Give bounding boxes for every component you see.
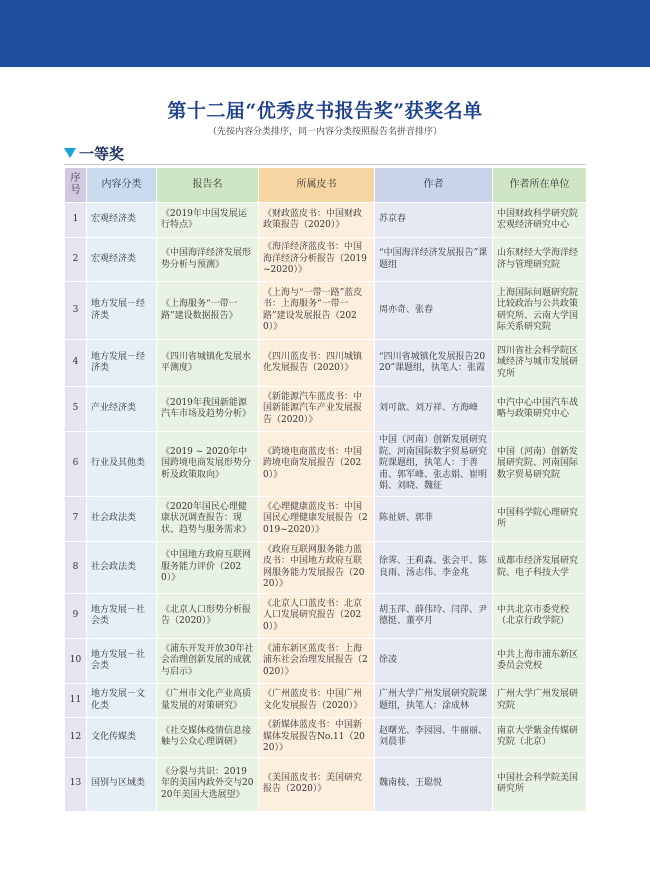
table-row	[65, 639, 587, 684]
row-author: “四川省城镇化发展报告2020”课题组，执笔人：张霞	[375, 340, 493, 387]
row-category: 宏观经济类	[87, 203, 157, 238]
row-report: 《中国地方政府互联网服务能力评价（2020）》	[157, 542, 259, 594]
header-unit: 作者所在单位	[493, 168, 587, 203]
row-author: 徐霁、王莉森、张会平、陈良雨、汤志伟、李金兆	[375, 542, 493, 594]
row-num: 6	[65, 432, 87, 497]
row-author: “中国海洋经济发展报告”课题组	[375, 238, 493, 282]
row-num: 13	[65, 757, 87, 811]
row-report: 《社交媒体疫情信息接触与公众心理调研》	[157, 718, 259, 758]
table-row	[65, 594, 587, 639]
triangle-marker-icon	[64, 148, 76, 158]
row-unit: 中国（河南）创新发展研究院、河南国际数字贸易研究院	[493, 432, 587, 497]
row-book: 《浦东新区蓝皮书：上海浦东社会治理发展报告（2020）》	[259, 639, 375, 684]
row-book: 《北京人口蓝皮书：北京人口发展研究报告（2020）》	[259, 594, 375, 639]
row-author: 赵曙光、李园园、牛丽丽、刘晨菲	[375, 718, 493, 758]
row-author: 徐凌	[375, 639, 493, 684]
row-category: 地方发展－社会类	[87, 639, 157, 684]
row-book: 《跨境电商蓝皮书：中国跨境电商发展报告（2020）》	[259, 432, 375, 497]
row-unit: 成都市经济发展研究院、电子科技大学	[493, 542, 587, 594]
table-row	[65, 238, 587, 282]
row-category: 地方发展－经济类	[87, 282, 157, 340]
row-report: 《中国海洋经济发展形势分析与预测》	[157, 238, 259, 282]
table-row	[65, 718, 587, 758]
row-book: 《广州蓝皮书：中国广州文化发展报告（2020）》	[259, 684, 375, 718]
row-num: 7	[65, 497, 87, 542]
table-body	[65, 203, 587, 812]
row-report: 《2019 ~ 2020年中国跨境电商发展形势分析及政策取向》	[157, 432, 259, 497]
table-row	[65, 684, 587, 718]
row-unit: 中共上海市浦东新区委员会党校	[493, 639, 587, 684]
row-author: 中国（河南）创新发展研究院、河南国际数字贸易研究院课题组，执笔人：于善甫、郭军峰、张志娟、崔明娟、刘晓、魏征	[375, 432, 493, 497]
row-author: 陈祉妍、郭菲	[375, 497, 493, 542]
row-num: 12	[65, 718, 87, 758]
row-report: 《2019年我国新能源汽车市场及趋势分析》	[157, 387, 259, 432]
row-book: 《四川蓝皮书：四川城镇化发展报告（2020）》	[259, 340, 375, 387]
row-num: 9	[65, 594, 87, 639]
row-category: 地方发展－文化类	[87, 684, 157, 718]
top-banner	[0, 0, 650, 67]
row-num: 1	[65, 203, 87, 238]
row-report: 《分裂与共识：2019年的美国内政外交与2020年美国大选展望》	[157, 757, 259, 811]
header-category: 内容分类	[87, 168, 157, 203]
page-title: 第十二届“优秀皮书报告奖”获奖名单	[167, 100, 483, 122]
row-category: 文化传媒类	[87, 718, 157, 758]
table-row	[65, 542, 587, 594]
row-unit: 广州大学广州发展研究院	[493, 684, 587, 718]
row-num: 10	[65, 639, 87, 684]
row-num: 8	[65, 542, 87, 594]
row-book: 《财政蓝皮书：中国财政政策报告（2020）》	[259, 203, 375, 238]
row-unit: 上海国际问题研究院比较政治与公共政策研究所、云南大学国际关系研究院	[493, 282, 587, 340]
row-unit: 中共北京市委党校（北京行政学院）	[493, 594, 587, 639]
row-report: 《浦东开发开放30年社会治理创新发展的成就与启示》	[157, 639, 259, 684]
table-row	[65, 387, 587, 432]
row-category: 社会政法类	[87, 497, 157, 542]
row-category: 地方发展－经济类	[87, 340, 157, 387]
row-unit: 山东财经大学海洋经济与管理研究院	[493, 238, 587, 282]
row-num: 3	[65, 282, 87, 340]
table-row	[65, 282, 587, 340]
table-row	[65, 497, 587, 542]
header-report: 报告名	[157, 168, 259, 203]
row-unit: 中国财政科学研究院宏观经济研究中心	[493, 203, 587, 238]
row-unit: 中国社会科学院美国研究所	[493, 757, 587, 811]
row-author: 苏京春	[375, 203, 493, 238]
table-row	[65, 432, 587, 497]
row-category: 行业及其他类	[87, 432, 157, 497]
row-report: 《2019年中国发展运行特点》	[157, 203, 259, 238]
row-book: 《心理健康蓝皮书：中国国民心理健康发展报告（2019~2020）》	[259, 497, 375, 542]
row-category: 地方发展－社会类	[87, 594, 157, 639]
row-book: 《海洋经济蓝皮书：中国海洋经济分析报告（2019~2020）》	[259, 238, 375, 282]
row-report: 《2020年国民心理健康状况调查报告：现状、趋势与服务需求》	[157, 497, 259, 542]
row-unit: 南京大学紫金传媒研究院（北京）	[493, 718, 587, 758]
page-subtitle: （先按内容分类排序，同一内容分类按照报告名拼音排序）	[207, 127, 442, 137]
row-report: 《广州市文化产业高质量发展的对策研究》	[157, 684, 259, 718]
row-author: 周亦奇、张春	[375, 282, 493, 340]
section-header	[64, 143, 124, 163]
row-num: 2	[65, 238, 87, 282]
row-book: 《上海与“一带一路”蓝皮书：上海服务“一带一路”建设发展报告（2020）》	[259, 282, 375, 340]
row-report: 《上海服务“一带一路”建设数据报告》	[157, 282, 259, 340]
table-header-row	[65, 168, 587, 203]
row-category: 社会政法类	[87, 542, 157, 594]
row-num: 4	[65, 340, 87, 387]
header-num: 序号	[65, 168, 87, 203]
row-category: 宏观经济类	[87, 238, 157, 282]
row-author: 广州大学广州发展研究院课题组，执笔人：涂成林	[375, 684, 493, 718]
row-num: 5	[65, 387, 87, 432]
row-book: 《美国蓝皮书：美国研究报告（2020）》	[259, 757, 375, 811]
award-table	[64, 167, 587, 812]
table-row	[65, 757, 587, 811]
row-book: 《政府互联网服务能力蓝皮书：中国地方政府互联网服务能力发展报告（2020）》	[259, 542, 375, 594]
header-book: 所属皮书	[259, 168, 375, 203]
row-report: 《北京人口形势分析报告（2020）》	[157, 594, 259, 639]
row-category: 国别与区域类	[87, 757, 157, 811]
section-divider	[64, 164, 586, 165]
table-row	[65, 340, 587, 387]
row-unit: 中汽中心中国汽车战略与政策研究中心	[493, 387, 587, 432]
section-label: 一等奖	[79, 144, 125, 163]
row-book: 《新能源汽车蓝皮书：中国新能源汽车产业发展报告（2020）》	[259, 387, 375, 432]
row-author: 胡玉萍、薛伟玲、闫萍、尹德挺、董亭月	[375, 594, 493, 639]
row-unit: 中国科学院心理研究所	[493, 497, 587, 542]
row-report: 《四川省城镇化发展水平测度》	[157, 340, 259, 387]
row-author: 魏南枝、王聪悦	[375, 757, 493, 811]
row-book: 《新媒体蓝皮书：中国新媒体发展报告No.11（2020）》	[259, 718, 375, 758]
row-category: 产业经济类	[87, 387, 157, 432]
row-author: 刘可歆、刘万祥、方海峰	[375, 387, 493, 432]
header-author: 作者	[375, 168, 493, 203]
row-num: 11	[65, 684, 87, 718]
row-unit: 四川省社会科学院区域经济与城市发展研究所	[493, 340, 587, 387]
table-row	[65, 203, 587, 238]
